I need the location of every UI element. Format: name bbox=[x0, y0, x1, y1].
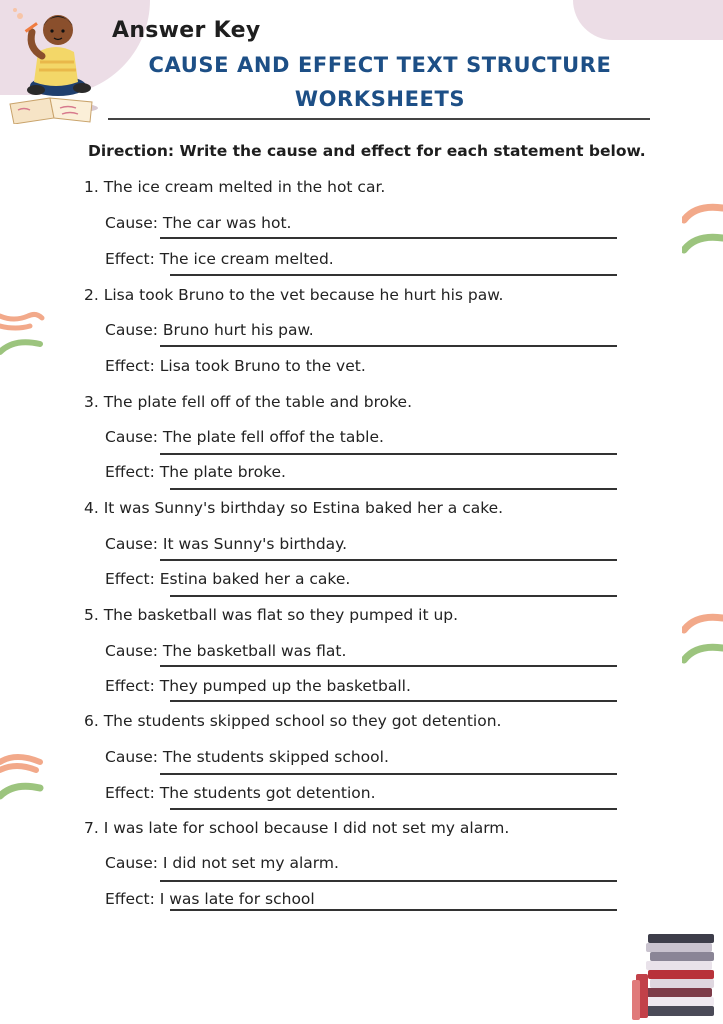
cause-line-2 bbox=[160, 345, 617, 347]
effect-answer-3: Effect: The plate broke. bbox=[105, 463, 286, 481]
swirl-decoration-left-2 bbox=[0, 748, 46, 804]
question-statement-4: 4. It was Sunny's birthday so Estina baked her a cake. bbox=[84, 499, 504, 517]
effect-answer-4: Effect: Estina baked her a cake. bbox=[105, 570, 351, 588]
effect-line-1 bbox=[170, 274, 617, 276]
question-statement-7: 7. I was late for school because I did not set my alarm. bbox=[84, 819, 510, 837]
swirl-decoration-right-1 bbox=[682, 200, 723, 256]
question-statement-1: 1. The ice cream melted in the hot car. bbox=[84, 178, 386, 196]
effect-line-4 bbox=[170, 595, 617, 597]
question-statement-3: 3. The plate fell off of the table and broke. bbox=[84, 393, 413, 411]
cause-answer-1: Cause: The car was hot. bbox=[105, 214, 292, 232]
effect-line-5 bbox=[170, 700, 617, 702]
question-statement-2: 2. Lisa took Bruno to the vet because he hurt his paw. bbox=[84, 286, 504, 304]
cause-line-3 bbox=[160, 453, 617, 455]
effect-line-6 bbox=[170, 808, 617, 810]
effect-answer-7: Effect: I was late for school bbox=[105, 890, 315, 908]
cause-answer-7: Cause: I did not set my alarm. bbox=[105, 854, 339, 872]
worksheet-title-line-2: WORKSHEETS bbox=[294, 87, 466, 111]
question-statement-6: 6. The students skipped school so they got detention. bbox=[84, 712, 502, 730]
book-stack-illustration bbox=[632, 930, 720, 1022]
swirl-decoration-right-2 bbox=[682, 610, 723, 666]
effect-line-3 bbox=[170, 488, 617, 490]
cause-line-7 bbox=[160, 880, 617, 882]
direction-text: Direction: Write the cause and effect for each statement below. bbox=[88, 142, 646, 160]
corner-blob-top-right bbox=[573, 0, 723, 40]
cause-answer-3: Cause: The plate fell offof the table. bbox=[105, 428, 384, 446]
cause-answer-6: Cause: The students skipped school. bbox=[105, 748, 389, 766]
effect-line-7 bbox=[170, 909, 617, 911]
cause-line-5 bbox=[160, 665, 617, 667]
cause-line-4 bbox=[160, 559, 617, 561]
cause-answer-4: Cause: It was Sunny's birthday. bbox=[105, 535, 348, 553]
swirl-decoration-left-1 bbox=[0, 308, 46, 360]
question-statement-5: 5. The basketball was flat so they pumped it up. bbox=[84, 606, 459, 624]
effect-answer-1: Effect: The ice cream melted. bbox=[105, 250, 334, 268]
title-underline bbox=[108, 118, 650, 120]
effect-answer-6: Effect: The students got detention. bbox=[105, 784, 376, 802]
cause-answer-2: Cause: Bruno hurt his paw. bbox=[105, 321, 314, 339]
effect-answer-2: Effect: Lisa took Bruno to the vet. bbox=[105, 357, 366, 375]
effect-answer-5: Effect: They pumped up the basketball. bbox=[105, 677, 411, 695]
cause-line-6 bbox=[160, 773, 617, 775]
child-reading-illustration bbox=[6, 4, 102, 124]
cause-line-1 bbox=[160, 237, 617, 239]
worksheet-title-line-1: CAUSE AND EFFECT TEXT STRUCTURE bbox=[148, 53, 612, 77]
cause-answer-5: Cause: The basketball was flat. bbox=[105, 642, 347, 660]
answer-key-label: Answer Key bbox=[112, 18, 261, 43]
